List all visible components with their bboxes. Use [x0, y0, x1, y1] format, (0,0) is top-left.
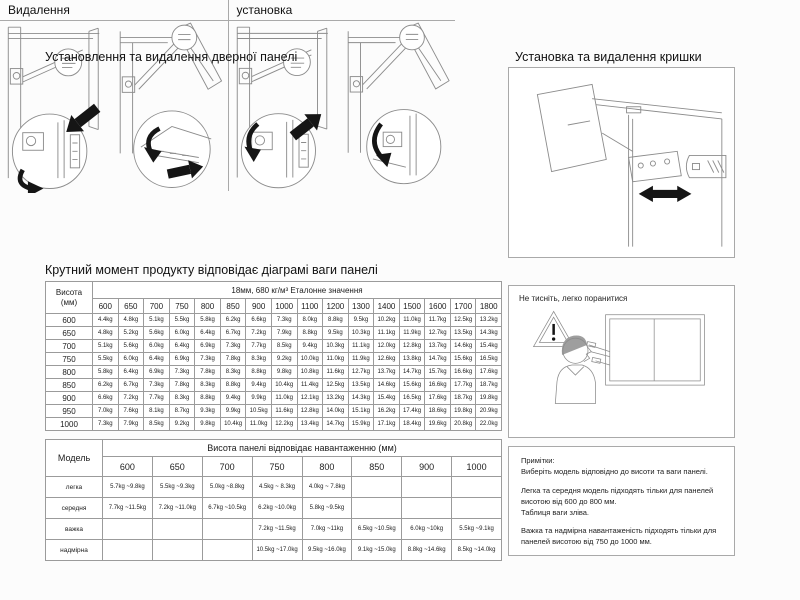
- removal-diagrams: [0, 21, 228, 193]
- column-header: 1100: [297, 299, 323, 314]
- table-cell: 8.7kg: [169, 405, 195, 418]
- column-header: 1600: [425, 299, 451, 314]
- column-header: 700: [202, 457, 252, 477]
- row-header: 900: [46, 392, 93, 405]
- column-header: 850: [352, 457, 402, 477]
- table-cell: [352, 477, 402, 498]
- column-header: 650: [118, 299, 144, 314]
- table-cell: 8.8kg: [195, 392, 221, 405]
- table-cell: 16.5kg: [399, 392, 425, 405]
- column-header: 1300: [348, 299, 374, 314]
- table-cell: 9.5kg ~16.0kg: [302, 540, 352, 561]
- column-header: 750: [169, 299, 195, 314]
- table-cell: 6.7kg ~10.5kg: [202, 498, 252, 519]
- table-cell: 10.5kg ~17.0kg: [252, 540, 302, 561]
- table-cell: [103, 519, 153, 540]
- column-header: 600: [93, 299, 119, 314]
- table-cell: 12.7kg: [425, 327, 451, 340]
- table-row: [46, 418, 502, 431]
- table-cell: 9.2kg: [169, 418, 195, 431]
- warning-text: Не тисніть, легко поранитися: [519, 294, 628, 303]
- column-header: 1500: [399, 299, 425, 314]
- warning-illustration: [509, 303, 734, 427]
- table-cell: 9.2kg: [271, 353, 297, 366]
- column-header: 1800: [476, 299, 502, 314]
- table-cell: 8.3kg: [246, 353, 272, 366]
- table-cell: [452, 477, 502, 498]
- install-label: установка: [229, 0, 456, 21]
- row-header: середня: [46, 498, 103, 519]
- table-cell: 9.4kg: [246, 379, 272, 392]
- table-cell: 11.9kg: [399, 327, 425, 340]
- table-cell: 12.2kg: [271, 418, 297, 431]
- table-cell: 11.0kg: [399, 314, 425, 327]
- table-cell: 6.2kg ~10.0kg: [252, 498, 302, 519]
- table-cell: 5.0kg ~8.8kg: [202, 477, 252, 498]
- row-header: 700: [46, 340, 93, 353]
- row-header: 600: [46, 314, 93, 327]
- table-cell: 7.8kg: [220, 353, 246, 366]
- table-cell: 7.0kg ~11kg: [302, 519, 352, 540]
- install-half: [228, 0, 456, 191]
- table-cell: 8.8kg: [323, 314, 349, 327]
- table-cell: 10.8kg: [297, 366, 323, 379]
- table-row: [46, 477, 502, 498]
- table-cell: 6.7kg: [118, 379, 144, 392]
- table-cell: 10.3kg: [323, 340, 349, 353]
- table-cell: 13.5kg: [348, 379, 374, 392]
- table-cell: 5.6kg: [118, 340, 144, 353]
- table-cell: 9.9kg: [220, 405, 246, 418]
- table-cell: 7.0kg: [93, 405, 119, 418]
- table-row: [46, 405, 502, 418]
- table-cell: 15.9kg: [348, 418, 374, 431]
- table-cell: 9.4kg: [297, 340, 323, 353]
- table-cell: 7.3kg: [169, 366, 195, 379]
- table-cell: 15.4kg: [374, 392, 400, 405]
- corner-line1: Висота: [55, 287, 83, 297]
- table-cell: 14.7kg: [425, 353, 451, 366]
- table-cell: 10.0kg: [297, 353, 323, 366]
- warning-triangle-icon: [552, 324, 555, 341]
- cover-diagram: [509, 68, 734, 257]
- table-cell: [402, 498, 452, 519]
- table-cell: 17.7kg: [450, 379, 476, 392]
- table-cell: 8.8kg: [220, 379, 246, 392]
- table-cell: 5.1kg: [144, 314, 170, 327]
- table-cell: [152, 540, 202, 561]
- table-cell: 13.2kg: [323, 392, 349, 405]
- table-cell: 10.5kg: [246, 405, 272, 418]
- table-cell: 16.2kg: [374, 405, 400, 418]
- door-diagrams-panel: [0, 0, 455, 191]
- table-cell: 4.8kg: [118, 314, 144, 327]
- table-cell: 14.7kg: [323, 418, 349, 431]
- table-cell: 8.8kg: [297, 327, 323, 340]
- table-cell: 12.5kg: [450, 314, 476, 327]
- table-cell: 7.3kg: [93, 418, 119, 431]
- table-cell: [452, 498, 502, 519]
- table-row: [46, 519, 502, 540]
- column-header: 1200: [323, 299, 349, 314]
- table-cell: 12.0kg: [374, 340, 400, 353]
- table-cell: 20.8kg: [450, 418, 476, 431]
- table-cell: 19.6kg: [425, 418, 451, 431]
- table-cell: 11.1kg: [374, 327, 400, 340]
- table-cell: 20.9kg: [476, 405, 502, 418]
- table-cell: 9.8kg: [195, 418, 221, 431]
- note-line: Таблиця ваги зліва.: [521, 507, 590, 517]
- table-cell: 6.6kg: [246, 314, 272, 327]
- warning-panel: [508, 285, 735, 438]
- corner-line2: (мм): [60, 297, 78, 307]
- table-cell: 7.2kg: [118, 392, 144, 405]
- table-cell: 7.8kg: [169, 379, 195, 392]
- row-header: легка: [46, 477, 103, 498]
- cover-diagram-panel: [508, 67, 735, 258]
- column-header: 600: [103, 457, 153, 477]
- door-section-title: Установлення та видалення дверної панелі: [45, 50, 298, 64]
- row-header: 750: [46, 353, 93, 366]
- table-cell: 15.4kg: [476, 340, 502, 353]
- model-table-span-header: Висота панелі відповідає навантаженню (мм): [103, 440, 502, 457]
- table-cell: 5.8kg ~9.5kg: [302, 498, 352, 519]
- table-cell: 6.9kg: [169, 353, 195, 366]
- table-cell: 14.6kg: [374, 379, 400, 392]
- table-cell: 4.8kg: [93, 327, 119, 340]
- table-cell: 13.4kg: [297, 418, 323, 431]
- table-cell: 5.8kg: [195, 314, 221, 327]
- row-header: 1000: [46, 418, 93, 431]
- table-cell: 5.7kg ~9.8kg: [103, 477, 153, 498]
- weight-table: [45, 281, 502, 431]
- table-row: [46, 392, 502, 405]
- row-header: важка: [46, 519, 103, 540]
- table-cell: 6.5kg ~10.5kg: [352, 519, 402, 540]
- table-cell: 8.1kg: [144, 405, 170, 418]
- table-row: [46, 314, 502, 327]
- column-header: 900: [246, 299, 272, 314]
- table-cell: 7.2kg: [246, 327, 272, 340]
- table-cell: 17.6kg: [476, 366, 502, 379]
- table-cell: 8.8kg: [246, 366, 272, 379]
- column-header: 1000: [452, 457, 502, 477]
- column-header: 700: [144, 299, 170, 314]
- table-cell: [202, 540, 252, 561]
- table-cell: 12.1kg: [297, 392, 323, 405]
- note-line: Примітки:: [521, 456, 555, 465]
- weight-table-span-header: 18мм, 680 кг/м³ Еталонне значення: [93, 282, 502, 299]
- removal-half: [0, 0, 228, 191]
- table-cell: 10.2kg: [374, 314, 400, 327]
- table-cell: 7.2kg ~11.0kg: [152, 498, 202, 519]
- table-cell: 15.7kg: [425, 366, 451, 379]
- table-cell: 19.8kg: [450, 405, 476, 418]
- torque-title: Крутний момент продукту відповідає діаграмі ваги панелі: [45, 263, 378, 277]
- table-cell: 17.1kg: [374, 418, 400, 431]
- table-cell: 6.0kg: [118, 353, 144, 366]
- table-cell: 11.7kg: [425, 314, 451, 327]
- table-cell: 15.1kg: [348, 405, 374, 418]
- table-cell: 6.9kg: [144, 366, 170, 379]
- column-header: 1400: [374, 299, 400, 314]
- table-cell: 8.3kg: [220, 366, 246, 379]
- table-cell: 6.0kg: [169, 327, 195, 340]
- table-cell: 6.4kg: [144, 353, 170, 366]
- table-cell: 10.3kg: [348, 327, 374, 340]
- table-row: [46, 540, 502, 561]
- note-line: Легка та середня модель підходять тільки для панелей: [521, 485, 714, 495]
- table-cell: 5.5kg: [93, 353, 119, 366]
- table-cell: 6.2kg: [93, 379, 119, 392]
- table-cell: [152, 519, 202, 540]
- install-diagrams: [229, 21, 456, 192]
- table-cell: 18.4kg: [399, 418, 425, 431]
- table-cell: 16.6kg: [450, 366, 476, 379]
- table-cell: 12.5kg: [323, 379, 349, 392]
- column-header: 900: [402, 457, 452, 477]
- table-cell: 6.0kg ~10kg: [402, 519, 452, 540]
- table-cell: 14.0kg: [323, 405, 349, 418]
- table-cell: 7.9kg: [118, 418, 144, 431]
- table-cell: [103, 540, 153, 561]
- table-row: [46, 498, 502, 519]
- table-cell: 7.2kg ~11.5kg: [252, 519, 302, 540]
- table-cell: 16.6kg: [425, 379, 451, 392]
- table-cell: 7.3kg: [271, 314, 297, 327]
- table-row: [46, 327, 502, 340]
- column-header: 850: [220, 299, 246, 314]
- table-cell: 18.7kg: [450, 392, 476, 405]
- table-cell: 5.2kg: [118, 327, 144, 340]
- table-cell: 12.8kg: [399, 340, 425, 353]
- table-cell: 9.5kg: [323, 327, 349, 340]
- table-cell: 5.5kg: [169, 314, 195, 327]
- table-row: [46, 340, 502, 353]
- table-cell: 12.6kg: [374, 353, 400, 366]
- table-cell: 19.8kg: [476, 392, 502, 405]
- install-step2-diagram: [342, 21, 455, 192]
- removal-step2-diagram: [114, 21, 228, 193]
- weight-table-corner: [46, 282, 93, 314]
- table-cell: 7.8kg: [195, 366, 221, 379]
- table-cell: 6.6kg: [93, 392, 119, 405]
- model-table: [45, 439, 502, 561]
- table-cell: 6.7kg: [220, 327, 246, 340]
- table-cell: 7.7kg ~11.5kg: [103, 498, 153, 519]
- table-cell: 6.0kg: [144, 340, 170, 353]
- table-cell: 10.4kg: [220, 418, 246, 431]
- table-cell: 9.4kg: [220, 392, 246, 405]
- table-cell: 7.3kg: [195, 353, 221, 366]
- table-cell: [202, 519, 252, 540]
- table-cell: 10.4kg: [271, 379, 297, 392]
- table-row: [46, 353, 502, 366]
- table-cell: 4.5kg ~ 8.3kg: [252, 477, 302, 498]
- table-cell: 7.7kg: [144, 392, 170, 405]
- table-cell: 13.7kg: [425, 340, 451, 353]
- table-cell: 8.5kg ~14.0kg: [452, 540, 502, 561]
- table-cell: 14.3kg: [348, 392, 374, 405]
- table-cell: 6.4kg: [169, 340, 195, 353]
- table-cell: 14.3kg: [476, 327, 502, 340]
- table-cell: 8.0kg: [297, 314, 323, 327]
- notes-panel: [508, 446, 735, 556]
- table-cell: [402, 477, 452, 498]
- row-header: надмірна: [46, 540, 103, 561]
- table-cell: 12.8kg: [297, 405, 323, 418]
- note-gap: [521, 478, 722, 486]
- table-cell: 14.7kg: [399, 366, 425, 379]
- table-cell: 5.1kg: [93, 340, 119, 353]
- column-header: 800: [302, 457, 352, 477]
- table-cell: 8.5kg: [144, 418, 170, 431]
- table-cell: 15.6kg: [399, 379, 425, 392]
- table-cell: 11.1kg: [348, 340, 374, 353]
- table-cell: 6.9kg: [195, 340, 221, 353]
- table-cell: 4.0kg ~ 7.8kg: [302, 477, 352, 498]
- table-cell: 9.8kg: [271, 366, 297, 379]
- table-cell: 7.3kg: [220, 340, 246, 353]
- table-cell: 9.3kg: [195, 405, 221, 418]
- table-cell: 17.4kg: [399, 405, 425, 418]
- table-cell: 13.7kg: [374, 366, 400, 379]
- column-header: 650: [152, 457, 202, 477]
- row-header: 650: [46, 327, 93, 340]
- note-line: висотою від 600 до 800 мм.: [521, 496, 617, 506]
- table-cell: 14.6kg: [450, 340, 476, 353]
- table-cell: 5.8kg: [93, 366, 119, 379]
- table-cell: 9.5kg: [348, 314, 374, 327]
- table-cell: 13.8kg: [399, 353, 425, 366]
- removal-label: Видалення: [0, 0, 228, 21]
- column-header: 750: [252, 457, 302, 477]
- removal-step1-diagram: [0, 21, 114, 193]
- install-step1-diagram: [229, 21, 342, 192]
- column-header: 800: [195, 299, 221, 314]
- table-cell: 6.4kg: [118, 366, 144, 379]
- note-line: Виберіть модель відповідно до висоти та ваги панелі.: [521, 466, 708, 476]
- table-cell: 15.6kg: [450, 353, 476, 366]
- table-cell: 11.4kg: [297, 379, 323, 392]
- table-cell: 7.3kg: [144, 379, 170, 392]
- cabinet-drawing: [587, 315, 705, 385]
- table-cell: 11.6kg: [271, 405, 297, 418]
- table-cell: 4.4kg: [93, 314, 119, 327]
- table-row: [46, 366, 502, 379]
- table-cell: 5.6kg: [144, 327, 170, 340]
- table-cell: 18.6kg: [425, 405, 451, 418]
- note-line: Важка та надмірна навантаженість підходять тільки для: [521, 526, 717, 536]
- table-cell: 5.5kg ~9.3kg: [152, 477, 202, 498]
- table-cell: 12.7kg: [348, 366, 374, 379]
- table-cell: 16.5kg: [476, 353, 502, 366]
- table-cell: 8.3kg: [195, 379, 221, 392]
- note-line: панелей висотою від 750 до 1000 мм.: [521, 537, 652, 547]
- table-cell: 22.0kg: [476, 418, 502, 431]
- table-cell: 17.6kg: [425, 392, 451, 405]
- table-cell: 11.0kg: [271, 392, 297, 405]
- cover-section-title: Установка та видалення кришки: [515, 50, 702, 64]
- table-cell: 7.6kg: [118, 405, 144, 418]
- table-cell: 9.9kg: [246, 392, 272, 405]
- table-cell: 11.0kg: [246, 418, 272, 431]
- table-cell: 18.7kg: [476, 379, 502, 392]
- note-gap: [521, 518, 722, 526]
- table-row: [46, 379, 502, 392]
- table-cell: 9.1kg ~15.0kg: [352, 540, 402, 561]
- model-table-corner: Модель: [46, 440, 103, 477]
- row-header: 800: [46, 366, 93, 379]
- table-cell: 11.9kg: [348, 353, 374, 366]
- column-header: 1700: [450, 299, 476, 314]
- table-cell: 7.7kg: [246, 340, 272, 353]
- table-cell: 7.9kg: [271, 327, 297, 340]
- table-cell: 13.2kg: [476, 314, 502, 327]
- table-cell: 11.6kg: [323, 366, 349, 379]
- table-cell: 11.0kg: [323, 353, 349, 366]
- table-cell: [352, 498, 402, 519]
- table-cell: 6.4kg: [195, 327, 221, 340]
- row-header: 850: [46, 379, 93, 392]
- row-header: 950: [46, 405, 93, 418]
- person-figure: [555, 335, 595, 403]
- table-cell: 8.5kg: [271, 340, 297, 353]
- table-cell: 13.5kg: [450, 327, 476, 340]
- column-header: 1000: [271, 299, 297, 314]
- table-cell: 5.5kg ~9.1kg: [452, 519, 502, 540]
- table-cell: 6.2kg: [220, 314, 246, 327]
- table-cell: 8.3kg: [169, 392, 195, 405]
- table-cell: 8.8kg ~14.6kg: [402, 540, 452, 561]
